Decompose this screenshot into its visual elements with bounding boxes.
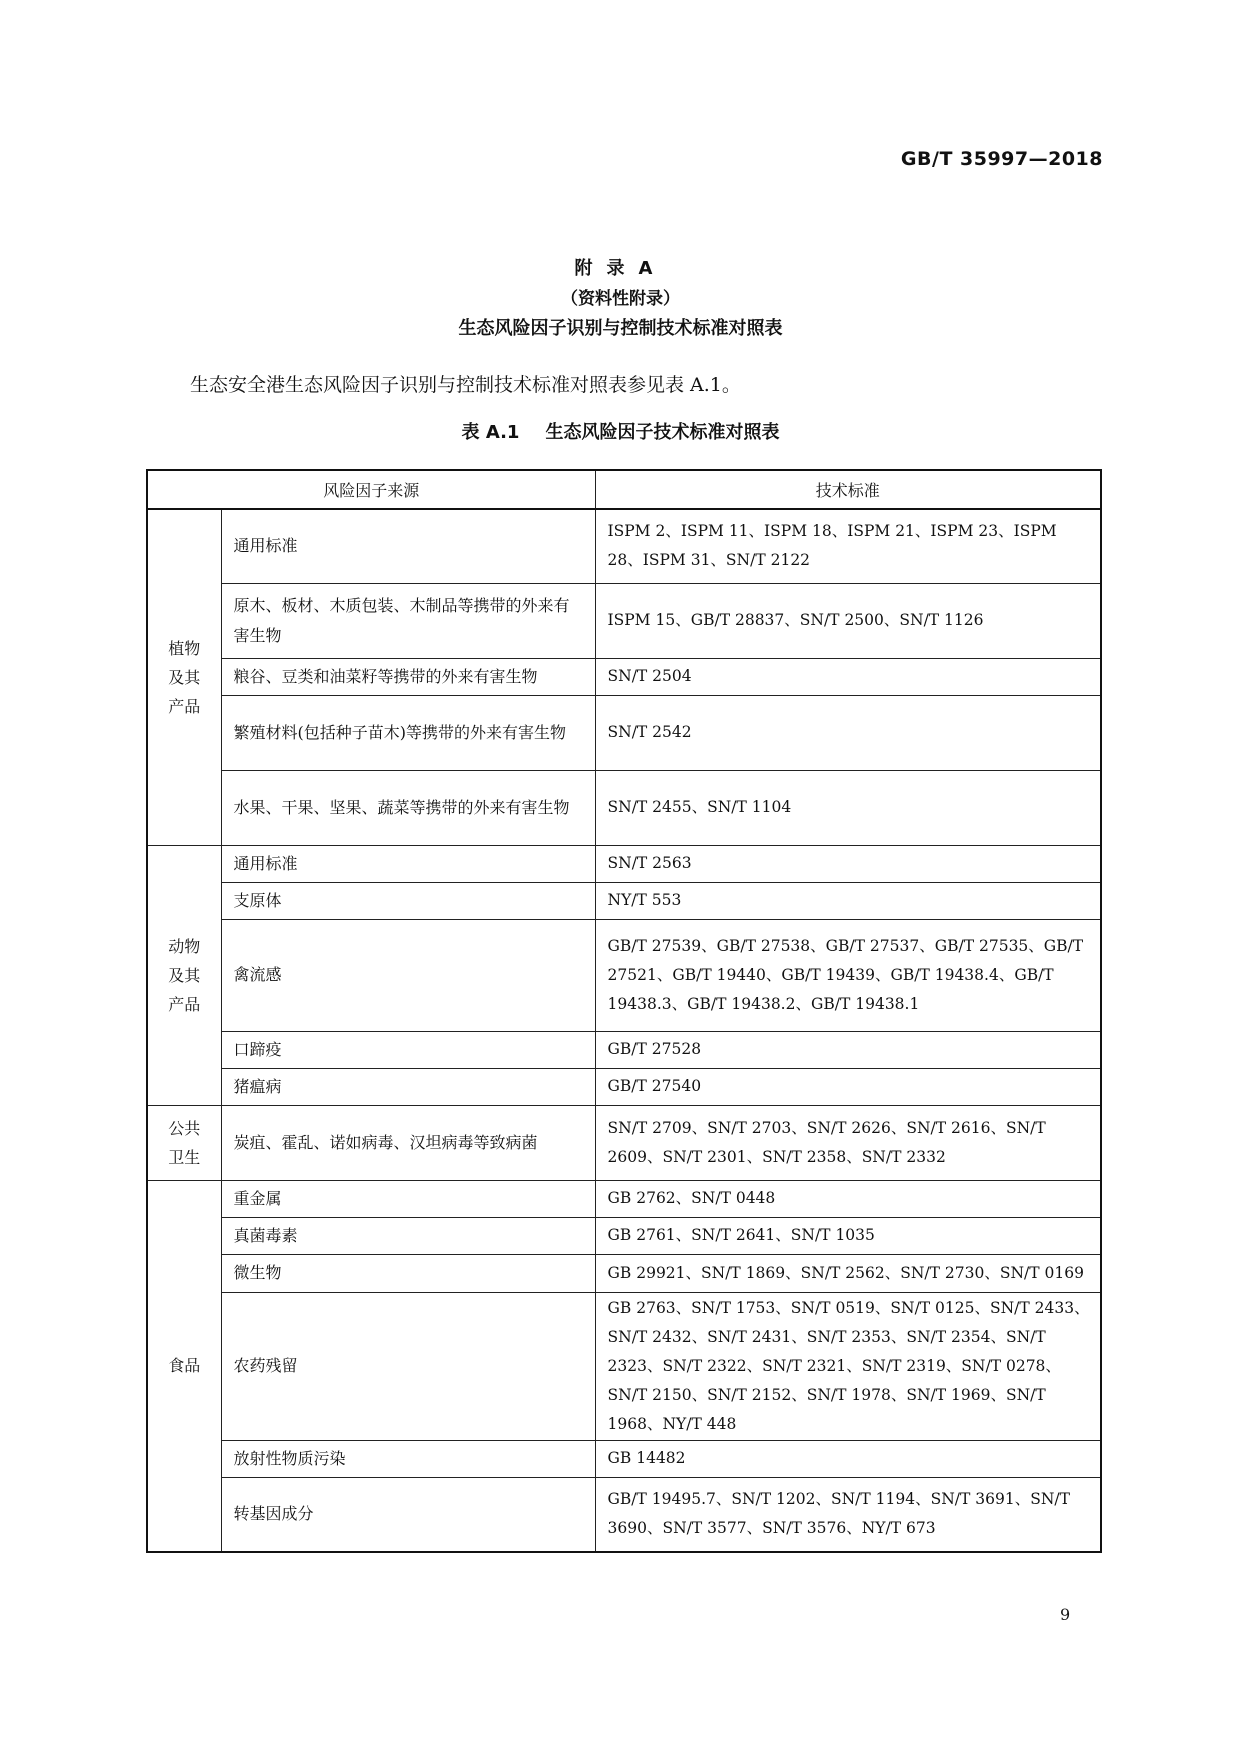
item-cell: 粮谷、豆类和油菜籽等携带的外来有害生物: [221, 658, 595, 695]
table-row: [147, 1440, 1101, 1477]
table-row: [147, 919, 1101, 1031]
table-title: 生态风险因子技术标准对照表: [545, 422, 780, 443]
table-row: [147, 1477, 1101, 1552]
item-cell: 通用标准: [221, 845, 595, 882]
annex-type: （资料性附录）: [561, 289, 680, 309]
standard-cell: SN/T 2709、SN/T 2703、SN/T 2626、SN/T 2616、SN/T 2609、SN/T 2301、SN/T 2358、SN/T 2332: [595, 1105, 1101, 1180]
table-row: [147, 1031, 1101, 1068]
intro-paragraph: 生态安全港生态风险因子识别与控制技术标准对照表参见表 A.1。: [190, 374, 741, 396]
annex-label: 附录A: [574, 258, 667, 279]
category-label: 植物及其产品: [168, 638, 201, 716]
category-label: 公共卫生: [168, 1118, 201, 1167]
standard-cell: GB 2762、SN/T 0448: [595, 1180, 1101, 1217]
header-source: 风险因子来源: [147, 470, 595, 509]
item-cell: 禽流感: [221, 919, 595, 1031]
table-row: [147, 1217, 1101, 1254]
category-cell: [147, 509, 221, 845]
standards-table: [146, 469, 1102, 1553]
standard-cell: GB/T 27539、GB/T 27538、GB/T 27537、GB/T 27535、GB/T 27521、GB/T 19440、GB/T 19439、GB/T 19438.4、GB/T 19438.3、GB/T 19438.2、GB/T 19438.1: [595, 919, 1101, 1031]
table-number: 表 A.1: [461, 422, 520, 443]
item-cell: 猪瘟病: [221, 1068, 595, 1105]
standard-cell: GB 29921、SN/T 1869、SN/T 2562、SN/T 2730、SN/T 0169: [595, 1254, 1101, 1292]
item-cell: 水果、干果、坚果、蔬菜等携带的外来有害生物: [221, 770, 595, 845]
standard-cell: SN/T 2455、SN/T 1104: [595, 770, 1101, 845]
category-cell: [147, 1105, 221, 1180]
category-cell: [147, 1180, 221, 1552]
item-cell: 原木、板材、木质包装、木制品等携带的外来有害生物: [221, 583, 595, 658]
table-row: [147, 1180, 1101, 1217]
standard-cell: GB/T 27540: [595, 1068, 1101, 1105]
standard-cell: GB 14482: [595, 1440, 1101, 1477]
table-row: [147, 882, 1101, 919]
table-row: [147, 1292, 1101, 1440]
table-caption: [0, 418, 1241, 444]
standard-cell: NY/T 553: [595, 882, 1101, 919]
standard-cell: GB 2761、SN/T 2641、SN/T 1035: [595, 1217, 1101, 1254]
category-label: 动物及其产品: [168, 936, 201, 1014]
item-cell: 重金属: [221, 1180, 595, 1217]
item-cell: 转基因成分: [221, 1477, 595, 1552]
standard-cell: SN/T 2563: [595, 845, 1101, 882]
table-row: [147, 695, 1101, 770]
standard-cell: SN/T 2504: [595, 658, 1101, 695]
category-label: 食品: [168, 1356, 201, 1376]
standard-cell: SN/T 2542: [595, 695, 1101, 770]
table-header-row: [147, 470, 1101, 509]
item-cell: 通用标准: [221, 509, 595, 583]
table-row: [147, 1254, 1101, 1292]
annex-title: 生态风险因子识别与控制技术标准对照表: [458, 318, 783, 339]
table-row: [147, 583, 1101, 658]
standard-cell: GB/T 27528: [595, 1031, 1101, 1068]
standard-cell: GB/T 19495.7、SN/T 1202、SN/T 1194、SN/T 3691、SN/T 3690、SN/T 3577、SN/T 3576、NY/T 673: [595, 1477, 1101, 1552]
item-cell: 口蹄疫: [221, 1031, 595, 1068]
annex-headings: [0, 254, 1241, 344]
item-cell: 繁殖材料(包括种子苗木)等携带的外来有害生物: [221, 695, 595, 770]
table-row: [147, 1068, 1101, 1105]
table-row: [147, 770, 1101, 845]
standard-cell: ISPM 15、GB/T 28837、SN/T 2500、SN/T 1126: [595, 583, 1101, 658]
item-cell: 真菌毒素: [221, 1217, 595, 1254]
item-cell: 炭疽、霍乱、诺如病毒、汉坦病毒等致病菌: [221, 1105, 595, 1180]
page-number: 9: [1060, 1605, 1071, 1624]
standard-cell: GB 2763、SN/T 1753、SN/T 0519、SN/T 0125、SN/T 2433、SN/T 2432、SN/T 2431、SN/T 2353、SN/T 2354、SN/T 2323、SN/T 2322、SN/T 2321、SN/T 2319、SN/T 0278、SN/T 2150、SN/T 2152、SN/T 1978、SN/T 1969、SN/T 1968、NY/T 448: [595, 1292, 1101, 1440]
standard-code: GB/T 35997—2018: [900, 148, 1103, 170]
category-cell: [147, 845, 221, 1105]
item-cell: 放射性物质污染: [221, 1440, 595, 1477]
table-row: [147, 1105, 1101, 1180]
table-row: [147, 845, 1101, 882]
item-cell: 微生物: [221, 1254, 595, 1292]
standard-cell: ISPM 2、ISPM 11、ISPM 18、ISPM 21、ISPM 23、ISPM 28、ISPM 31、SN/T 2122: [595, 509, 1101, 583]
item-cell: 支原体: [221, 882, 595, 919]
table-row: [147, 658, 1101, 695]
table-row: [147, 509, 1101, 583]
item-cell: 农药残留: [221, 1292, 595, 1440]
header-standard: 技术标准: [595, 470, 1101, 509]
